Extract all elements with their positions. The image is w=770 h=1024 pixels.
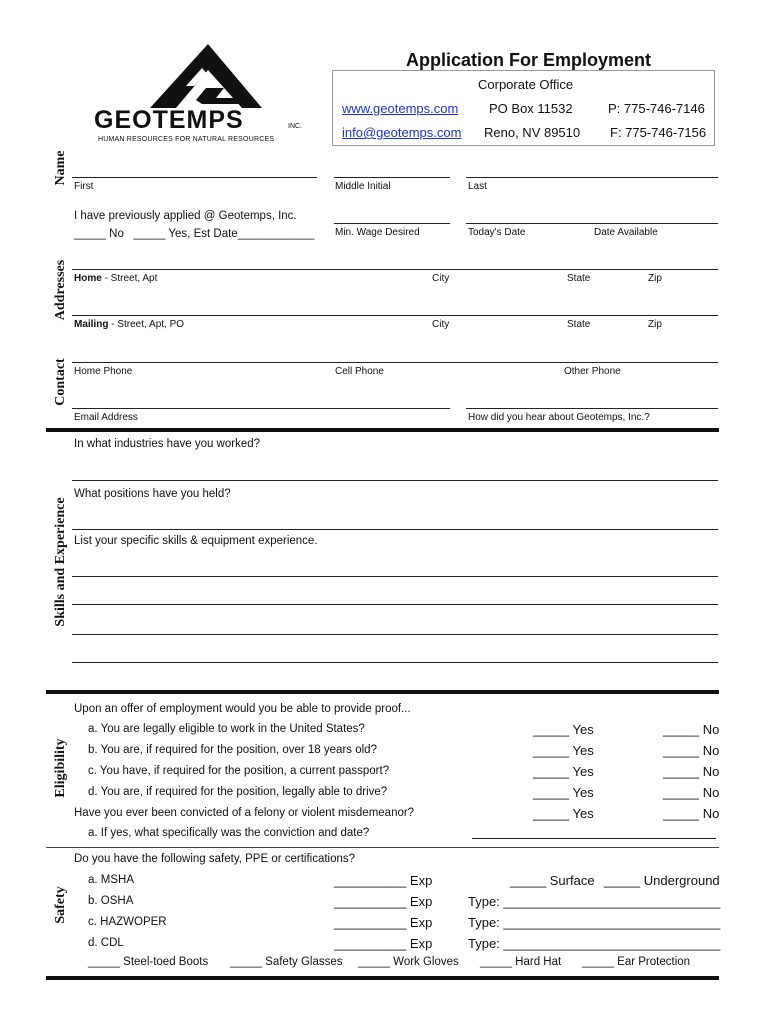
previously-applied-question: I have previously applied @ Geotemps, Inc. — [74, 210, 297, 222]
geotemps-logo — [88, 40, 320, 146]
no-field-d[interactable]: _____ No — [663, 785, 720, 800]
home-label: Home — [74, 273, 102, 284]
skills-line-2[interactable] — [72, 604, 718, 605]
safety-intro: Do you have the following safety, PPE or certifications? — [74, 853, 356, 865]
phones-line[interactable] — [72, 362, 718, 363]
page-bottom-divider — [46, 976, 719, 980]
date-available-label: Date Available — [594, 227, 658, 238]
min-wage-line[interactable] — [334, 223, 450, 224]
mailing-detail: - Street, Apt, PO — [108, 319, 185, 330]
section-label-addresses: Addresses — [53, 259, 68, 321]
yes-field-d[interactable]: _____ Yes — [533, 785, 594, 800]
min-wage-label: Min. Wage Desired — [335, 227, 420, 238]
exp-field-cdl[interactable]: __________ Exp — [334, 936, 433, 951]
section-label-eligibility: Eligibility — [53, 738, 68, 798]
skills-section-divider — [46, 428, 719, 432]
ppe-safety-glasses[interactable]: _____ Safety Glasses — [230, 956, 343, 968]
email-address-label: Email Address — [74, 412, 138, 423]
logo-wordmark: GEOTEMPS — [94, 106, 244, 134]
home-state-label: State — [567, 273, 591, 284]
email-link[interactable]: info@geotemps.com — [342, 125, 462, 140]
underground-field[interactable]: _____ Underground — [604, 873, 720, 888]
email-address-line[interactable] — [72, 408, 450, 409]
skills-line-1[interactable] — [72, 576, 718, 577]
home-zip-label: Zip — [648, 273, 662, 284]
eligibility-item-b: b. You are, if required for the position, over 18 years old? — [88, 744, 377, 756]
no-field-c[interactable]: _____ No — [663, 764, 720, 779]
exp-field-osha[interactable]: __________ Exp — [334, 894, 433, 909]
felony-question: Have you ever been convicted of a felony or violent misdemeanor? — [74, 807, 415, 819]
corporate-office-label: Corporate Office — [478, 77, 574, 92]
section-label-safety: Safety — [53, 886, 68, 924]
today-date-label: Today's Date — [468, 227, 526, 238]
eligibility-item-c: c. You have, if required for the position, a current passport? — [88, 765, 390, 777]
home-address-label — [74, 273, 157, 284]
cert-osha: b. OSHA — [88, 895, 134, 907]
no-field-felony[interactable]: _____ No — [663, 806, 720, 821]
osha-type-field[interactable]: Type: ______________________________ — [468, 894, 721, 909]
phone-number: P: 775-746-7146 — [608, 101, 705, 116]
cert-msha: a. MSHA — [88, 874, 135, 886]
positions-line[interactable] — [72, 529, 718, 530]
industries-question: In what industries have you worked? — [74, 438, 261, 450]
cert-cdl: d. CDL — [88, 937, 124, 949]
mailing-label: Mailing — [74, 319, 109, 330]
cdl-type-field[interactable]: Type: ______________________________ — [468, 936, 721, 951]
eligibility-item-d: d. You are, if required for the position, legally able to drive? — [88, 786, 388, 798]
geotemps-g-emblem-icon — [146, 42, 266, 110]
ppe-hard-hat[interactable]: _____ Hard Hat — [480, 956, 562, 968]
no-field-a[interactable]: _____ No — [663, 722, 720, 737]
cert-hazwoper: c. HAZWOPER — [88, 916, 167, 928]
eligibility-section-divider — [46, 690, 719, 694]
section-label-contact: Contact — [53, 358, 68, 406]
ppe-steel-toed-boots[interactable]: _____ Steel-toed Boots — [88, 956, 209, 968]
mailing-address-line[interactable] — [72, 315, 718, 316]
home-phone-label: Home Phone — [74, 366, 133, 377]
skills-line-3[interactable] — [72, 634, 718, 635]
ppe-work-gloves[interactable]: _____ Work Gloves — [358, 956, 459, 968]
ppe-ear-protection[interactable]: _____ Ear Protection — [582, 956, 691, 968]
section-label-name: Name — [53, 150, 68, 186]
eligibility-item-a: a. You are legally eligible to work in the United States? — [88, 723, 365, 735]
industries-line[interactable] — [72, 480, 718, 481]
logo-tagline: HUMAN RESOURCES FOR NATURAL RESOURCES — [98, 136, 275, 143]
fax-number: F: 775-746-7156 — [610, 125, 707, 140]
section-label-skills: Skills and Experience — [53, 497, 68, 627]
no-field-b[interactable]: _____ No — [663, 743, 720, 758]
hazwoper-type-field[interactable]: Type: ______________________________ — [468, 915, 721, 930]
conviction-line[interactable] — [472, 838, 716, 839]
city-line: Reno, NV 89510 — [484, 125, 581, 140]
home-city-label: City — [432, 273, 450, 284]
safety-section-divider — [46, 847, 719, 848]
heard-about-label: How did you hear about Geotemps, Inc.? — [468, 412, 650, 423]
exp-field-msha[interactable]: __________ Exp — [334, 873, 433, 888]
last-name-line[interactable] — [466, 177, 718, 178]
yes-field-b[interactable]: _____ Yes — [533, 743, 594, 758]
today-date-line[interactable] — [466, 223, 718, 224]
website-link[interactable]: www.geotemps.com — [342, 101, 459, 116]
first-name-line[interactable] — [72, 177, 317, 178]
last-name-label: Last — [468, 181, 487, 192]
home-address-line[interactable] — [72, 269, 718, 270]
cell-phone-label: Cell Phone — [335, 366, 384, 377]
previously-applied-options[interactable]: _____ No _____ Yes, Est Date____________ — [74, 228, 315, 240]
positions-question: What positions have you held? — [74, 488, 231, 500]
page-title: Application For Employment — [406, 50, 652, 70]
heard-about-line[interactable] — [466, 408, 718, 409]
mailing-address-label — [74, 319, 184, 330]
skills-question: List your specific skills & equipment experience. — [74, 535, 318, 547]
po-box: PO Box 11532 — [489, 101, 573, 116]
mailing-zip-label: Zip — [648, 319, 662, 330]
logo-inc: INC. — [288, 123, 302, 130]
exp-field-hazwoper[interactable]: __________ Exp — [334, 915, 433, 930]
mailing-city-label: City — [432, 319, 450, 330]
yes-field-c[interactable]: _____ Yes — [533, 764, 594, 779]
home-detail: - Street, Apt — [101, 273, 158, 284]
skills-line-4[interactable] — [72, 662, 718, 663]
first-name-label: First — [74, 181, 94, 192]
middle-initial-label: Middle Initial — [335, 181, 391, 192]
mailing-state-label: State — [567, 319, 591, 330]
yes-field-felony[interactable]: _____ Yes — [533, 806, 594, 821]
eligibility-intro: Upon an offer of employment would you be able to provide proof... — [74, 703, 411, 715]
middle-initial-line[interactable] — [334, 177, 450, 178]
conviction-question: a. If yes, what specifically was the conviction and date? — [88, 827, 370, 839]
yes-field-a[interactable]: _____ Yes — [533, 722, 594, 737]
surface-field[interactable]: _____ Surface — [510, 873, 595, 888]
other-phone-label: Other Phone — [564, 366, 621, 377]
